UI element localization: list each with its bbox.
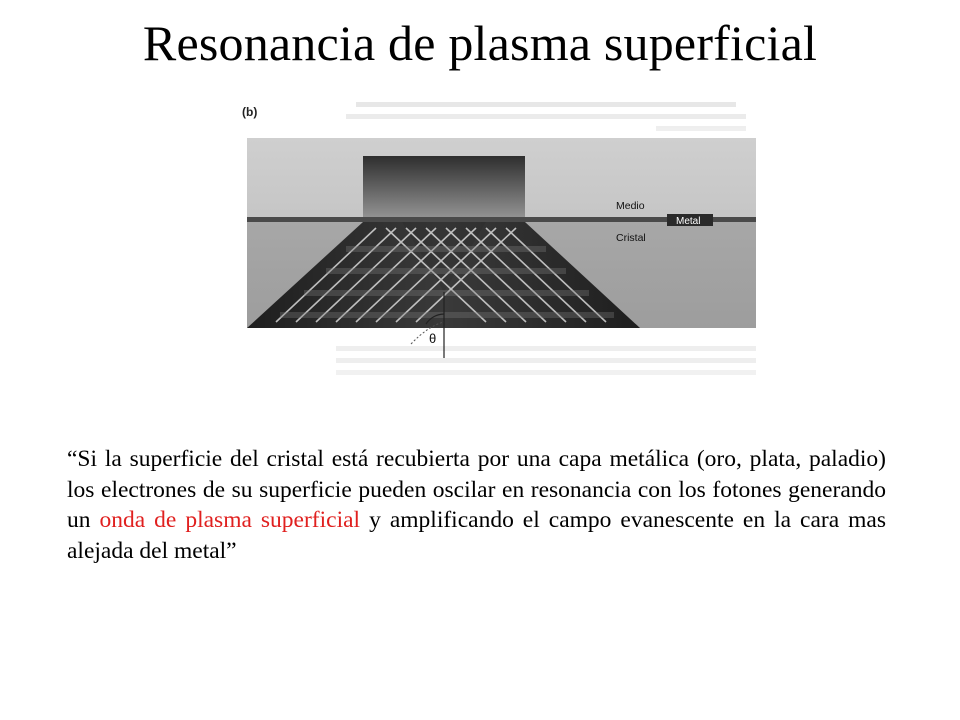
label-medium: Medio (616, 200, 645, 212)
label-glass: Cristal (616, 232, 646, 244)
upper-block (363, 156, 525, 222)
quote-highlight: onda de plasma superficial (99, 507, 361, 533)
panel-label: (b) (242, 105, 258, 119)
quote-part-1: “Si la superficie del cristal está recubierta por una capa metálica (oro, plata, paladio) los electrones de su superficie pueden oscilar en resonancia con los fotones generando un (67, 446, 886, 533)
slide-title: Resonancia de plasma superficial (142, 15, 818, 71)
explanation-quote (67, 444, 886, 566)
label-angle: θ (429, 331, 437, 346)
label-metal: Metal (676, 216, 701, 227)
spr-diagram (236, 96, 756, 378)
quote-part-2: y amplificando el campo evanescente en la cara mas alejada del metal” (67, 507, 887, 564)
